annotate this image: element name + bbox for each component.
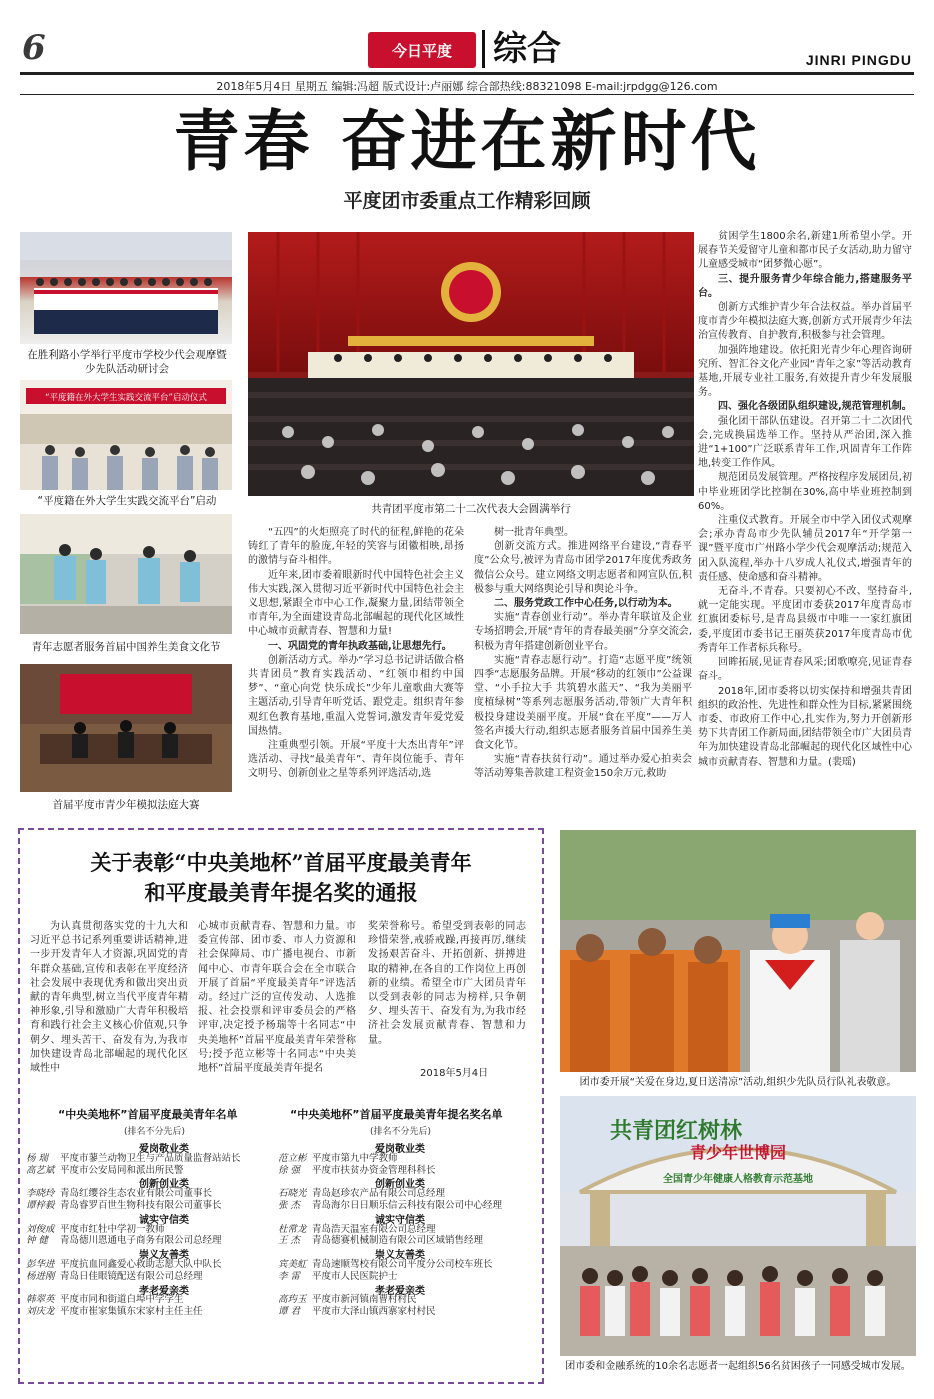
entry-name: 杜常龙: [278, 1223, 307, 1235]
list-entry: [26, 1305, 203, 1318]
photo-caption-4: 首届平度市青少年模拟法庭大赛: [52, 799, 200, 811]
entry-title: 平度市同和街道白埠中学学生: [60, 1294, 184, 1306]
entry-name: 谭梓毅: [26, 1200, 55, 1211]
article-column-1: [248, 526, 464, 822]
notice-title-line-2: 和平度最美青年提名奖的通报: [144, 880, 418, 905]
entry-name: 刘俊成: [26, 1223, 55, 1235]
article-paragraph: 规范团员发展管理。严格按程序发展团员,初中毕业班团学比控制在30%,高中毕业班控制到60%。: [698, 472, 912, 512]
article-paragraph: 实施“青春创业行动”。举办青年联谊及企业专场招聘会,开展“青年的青春最美丽”分享交流会,积极为青年搭建创新创业平台。: [474, 612, 692, 652]
entry-title: 平度市新河镇南曹村村民: [312, 1294, 417, 1306]
entry-title: 平度市人民医院护士: [312, 1270, 398, 1282]
entry-title: 青岛浩天温室有限公司总经理: [312, 1223, 436, 1235]
notice-text-3: 奖荣誉称号。希望受到表彰的同志珍惜荣誉,戒骄戒躁,再接再厉,继续发扬艰苦奋斗、开拓创新、拼搏进取的精神,在各自的工作岗位上再创新的业绩。希望全市广大团员青年以受到表彰的同志为榜样,只争朝夕、埋头苦干、奋发有为,为我市经济社会发展贡献青春、智慧和力量。: [368, 921, 526, 1046]
list-title-right: “中央美地杯”首届平度最美青年提名奖名单: [290, 1108, 503, 1121]
article-paragraph: 树一批青年典型。: [494, 527, 574, 538]
list-category: 崇义友善类: [139, 1250, 189, 1262]
notice-date: 2018年5月4日: [420, 1068, 489, 1079]
notice-title-line-1: 关于表彰“中央美地杯”首届平度最美青年: [90, 850, 472, 875]
notice-column-2: [198, 920, 356, 1080]
article-paragraph: 加强阵地建设。依托阳光青少年心理咨询研究所、智汇谷文化产业园“青年之家”等活动教育基地,开展专业社工服务,有效提升青少年发展服务。: [698, 344, 912, 399]
sign-expo-garden: 青少年世博园: [689, 1143, 787, 1162]
list-subtitle-right: (排名不分先后): [370, 1127, 432, 1137]
list-entry: [278, 1305, 436, 1318]
list-category: 爱岗敬业类: [375, 1144, 425, 1155]
photo-caption-right-2: 团市委和金融系统的10余名志愿者一起组织56名贫困孩子一同感受城市发展。: [565, 1361, 911, 1372]
entry-title: 平度市扶贫办资金管理科科长: [312, 1164, 436, 1176]
photo-student-platform: [20, 380, 232, 490]
article-paragraph: 注重仪式教育。开展全市中学入团仪式观摩会;承办青岛市少先队辅员2017年“开学第一课”暨平度市广州路小学少代会观摩活动;规范入团入队流程,举办十八岁成人礼仪式,增强青年的责任感、使命感和奋斗精神。: [698, 515, 912, 583]
entry-name: 韩翠英: [26, 1294, 55, 1306]
entry-name: 石晓光: [278, 1188, 307, 1200]
entry-name: 杨 瑞: [26, 1152, 49, 1164]
section-title: 综合: [482, 30, 561, 68]
entry-title: 青岛赵珍农产品有限公司总经理: [312, 1188, 446, 1200]
photo-caption-2: “平度籍在外大学生实践交流平台”启动: [37, 495, 217, 507]
page-headline: 青春 奋进在新时代: [173, 102, 761, 180]
entry-name: 杨进刚: [26, 1270, 55, 1282]
list-title-left: “中央美地杯”首届平度最美青年名单: [58, 1108, 238, 1121]
notice-title: [30, 848, 532, 908]
article-paragraph: 实施“青春志愿行动”。打造“志愿平度”统领四季“志愿服务品牌。开展“移动的红领巾”公益课堂、“小手拉大手 共筑碧水蓝天”、“我为美丽平度植绿树”等系列志愿服务活动,带领广大青年积极投身建设美丽平度。开展“食在平度”——万人签名声援大行动,组织志愿者服务首届中国养生美食文化节。: [474, 654, 692, 752]
article-column-3: [698, 230, 912, 822]
list-category: 创新创业类: [139, 1179, 189, 1191]
entry-name: 高艺斌: [26, 1164, 55, 1176]
entry-title: 青岛红缨谷生态农业有限公司董事长: [60, 1188, 213, 1200]
article-paragraph: 创新方式维护青少年合法权益。举办首届平度市青少年模拟法庭大赛,创新方式开展青少年法治宣传教育、自护教育,积极参与社会管理。: [698, 302, 912, 342]
photo-banner-text: “平度籍在外大学生实践交流平台”启动仪式: [45, 393, 207, 403]
entry-title: 青岛德川恩通电子商务有限公司总经理: [60, 1235, 222, 1247]
article-paragraph: “五四”的火炬照亮了时代的征程,鲜艳的花朵铸红了青年的脸庞,年轻的笑容与团徽相映,昂扬的激情与奋斗相伴。: [248, 527, 464, 567]
entry-title: 平度市红牡中学初一教师: [60, 1223, 165, 1235]
entry-title: 青岛日佳眼镜配送有限公司总经理: [60, 1270, 203, 1282]
article-paragraph: 强化团干部队伍建设。召开第二十二次团代会,完成换届选举工作。坚持从严治团,深入推进“1+100”广泛联系青年工作,巩固青年工作阵地,转变工作作风。: [698, 415, 912, 470]
photo-congress: [248, 232, 694, 496]
entry-title: 青岛德赛机械制造有限公司区域销售经理: [312, 1235, 484, 1247]
photo-caption-main: 共青团平度市第二十二次代表大会圆满举行: [371, 503, 571, 515]
entry-name: 王 杰: [278, 1235, 301, 1247]
dateline: 2018年5月4日 星期五 编辑:冯超 版式设计:卢丽娜 综合部热线:88321098 E-mail:jrpdgg@126.com: [216, 80, 718, 93]
list-category: 孝老爱亲类: [139, 1285, 189, 1297]
photo-cooling-activity: [560, 830, 916, 1072]
photo-children-assembly: [20, 232, 232, 344]
entry-name: 张 杰: [278, 1200, 301, 1211]
list-category: 孝老爱亲类: [375, 1285, 425, 1297]
photo-mock-court: [20, 664, 232, 792]
entry-name: 刘庆龙: [26, 1306, 55, 1318]
article-paragraph: 创新活动方式。举办“学习总书记讲话做合格共青团员”教育实践活动、“红领巾相约中国梦”、“童心向党 快乐成长”少年儿童歌曲大赛等主题活动,引导青年听党话、跟党走。组织青年参观红色教育基地,重温入党誓词,激发青年爱党爱国热情。: [248, 654, 464, 737]
photo-caption-1: 在胜利路小学举行平度市学校少代会观摩暨少先队活动研讨会: [27, 349, 227, 375]
article-paragraph: 2018年,团市委将以切实保持和增强共青团组织的政治性、先进性和群众性为目标,紧紧围绕市委、市政府工作中心,扎实作为,努力开创新形势下共青团工作新局面,团结带领全市广大团员青年为加快建设青岛北部崛起的现代化区域性中心城市贡献青春、智慧和力量。(裴瑶): [698, 685, 912, 768]
sign-red-trees: 共青团红树林: [610, 1118, 743, 1144]
entry-name: 宾美虹: [278, 1259, 307, 1270]
entry-name: 李 雷: [278, 1270, 301, 1282]
header-rule: [20, 72, 914, 75]
article-paragraph: 一、巩固党的青年执政基础,让思想先行。: [268, 640, 452, 652]
entry-title: 平度市公安局同和派出所民警: [60, 1164, 184, 1176]
article-paragraph: 贫困学生1800余名,新建1所希望小学。开展春节关爱留守儿童和都市民子女活动,助力留守儿童感受城市“团梦微心愿”。: [698, 231, 912, 271]
list-category: 爱岗敬业类: [139, 1144, 189, 1155]
list-category: 诚实守信类: [375, 1214, 425, 1226]
entry-name: 高玙玉: [278, 1294, 307, 1306]
entry-title: 青岛睿罗百世生物科技有限公司董事长: [60, 1200, 222, 1211]
page-number: 6: [22, 28, 46, 68]
list-category: 创新创业类: [375, 1179, 425, 1191]
entry-title: 平度市第九中学教师: [312, 1152, 398, 1164]
page-subheadline: 平度团市委重点工作精彩回顾: [343, 190, 591, 212]
entry-name: 范立彬: [278, 1152, 307, 1164]
entry-name: 彭华进: [26, 1259, 55, 1270]
article-column-2: [474, 526, 692, 822]
entry-title: 青岛海尔日日顺乐信云科技有限公司中心经理: [312, 1200, 503, 1211]
article-paragraph: 注重典型引领。开展“平度十大杰出青年”评选活动、寻找“最美青年”、青年岗位能手、青年文明号、创新创业之星等系列评选活动,选: [248, 740, 464, 780]
notice-column-1: [30, 920, 188, 1080]
article-paragraph: 无奋斗,不青春。只要初心不改、坚持奋斗,就一定能实现。平度团市委获2017年度青岛市红旗团委标号,是青岛县级市中唯一一家红旗团委,平度团市委书记王丽英获2017年度青岛市优秀青年工作者标兵称号。: [698, 586, 912, 654]
photo-caption-3: 青年志愿者服务首届中国养生美食文化节: [31, 641, 221, 653]
article-paragraph: 近年来,团市委着眼新时代中国特色社会主义伟大实践,深入贯彻习近平新时代中国特色社会主义思想,紧跟全市中心工作,凝聚力量,团结带领全市青年,为全面建设青岛北部崛起的现代化区域性中心城市贡献青春、智慧和力量!: [248, 569, 464, 638]
article-paragraph: 三、提升服务青少年综合能力,搭建服务平台。: [698, 273, 912, 299]
masthead-pinyin: JINRI PINGDU: [805, 52, 912, 68]
list-category: 诚实守信类: [139, 1214, 189, 1226]
entry-title: 青岛速顺驾校有限公司平度分公司校车班长: [312, 1259, 493, 1270]
entry-name: 谭 君: [278, 1306, 301, 1318]
notice-text-2: 心城市贡献青春、智慧和力量。市委宣传部、团市委、市人力资源和社会保障局、市广播电视台、市新闻中心、市青年联合会在全市联合开展了首届“平度最美青年”评选活动。经过广泛的宣传发动、人选推报、社会投票和评审委员会的严格评审,决定授予杨瑞等十名同志“中央美地杯”首届平度最美青年荣誉称号;授予范立彬等十名同志“中央美地杯”首届平度最美青年提名: [198, 921, 356, 1075]
sign-demo-base: 全国青少年健康人格教育示范基地: [663, 1174, 813, 1185]
entry-name: 钟 健: [26, 1235, 49, 1247]
article-paragraph: 四、强化各级团队组织建设,规范管理机制。: [718, 401, 912, 413]
article-paragraph: 回眸拓展,见证青春风采;团歌嘹亮,见证青春奋斗。: [698, 657, 912, 683]
entry-name: 李晓玲: [26, 1188, 55, 1200]
entry-title: 平度市大泽山镇西寨家村村民: [312, 1306, 436, 1318]
notice-text-1: 为认真贯彻落实党的十九大和习近平总书记系列重要讲话精神,进一步开发青年人才资源,巩固党的青年群众基础,宣传和表彰在平度经济社会发展中表现优秀和做出突出贡献的青年典型,树立当代平度青年精神形象,引导和激励广大青年积极培育和践行社会主义核心价值观,只争朝夕、埋头苦干、奋发有为,为我市加快建设青岛北部崛起的现代化区域性中: [30, 921, 188, 1075]
entry-title: 平度市蓼兰动物卫生与产品质量监督站站长: [60, 1152, 241, 1164]
newspaper-logo: 今日平度: [368, 32, 476, 68]
photo-caption-right-1: 团市委开展“关爱在身边,夏日送清凉”活动,组织少先队员行队礼表敬意。: [579, 1077, 897, 1088]
article-paragraph: 实施“青春扶贫行动”。通过举办爱心拍卖会等活动筹集善款建工程资金150余万元,救助: [474, 754, 692, 780]
article-paragraph: 创新交流方式。推进网络平台建设,“青春平度”公众号,被评为青岛市团学2017年度优秀政务微信公众号。建立网络文明志愿者和网宣队伍,积极参与重大网络舆论引导和舆论斗争。: [474, 541, 692, 595]
photo-city-tour: [560, 1096, 916, 1356]
header-rule-thin: [20, 94, 914, 95]
entry-name: 徐 强: [278, 1164, 301, 1176]
entry-title: 平度抗血同鑫爱心救助志愿大队中队长: [60, 1259, 222, 1270]
entry-title: 平度市崔家集镇东宋家村主任主任: [60, 1306, 203, 1318]
photo-volunteers: [20, 514, 232, 634]
notice-column-3: [368, 920, 526, 1060]
list-subtitle-left: (排名不分先后): [124, 1127, 186, 1137]
list-category: 崇义友善类: [375, 1250, 425, 1262]
article-paragraph: 二、服务党政工作中心任务,以行动为本。: [494, 598, 678, 610]
